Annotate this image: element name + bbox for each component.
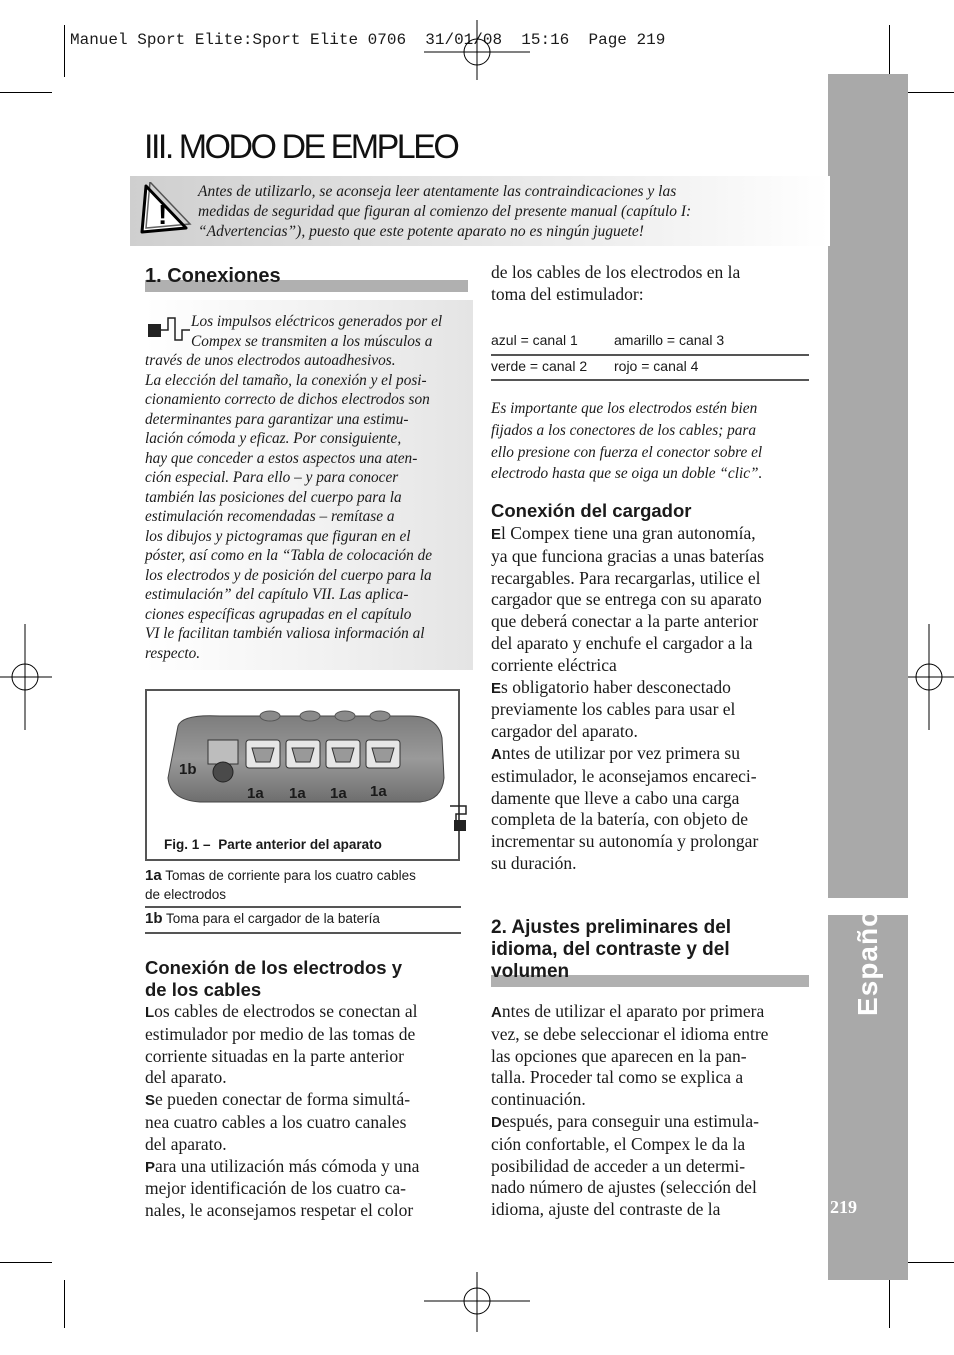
- table-cell: amarillo = canal 3: [614, 332, 725, 348]
- figure-label-1a: 1a: [330, 785, 347, 802]
- body-line: que deberá conectar a la parte anterior: [491, 611, 759, 632]
- body-line: las opciones que aparecen en la pan-: [491, 1045, 747, 1066]
- legend-divider: [145, 932, 461, 934]
- legend-text: de electrodos: [145, 887, 227, 902]
- note-line: ello presione con fuerza el conector sobre el: [491, 443, 763, 461]
- body-line: toma del estimulador:: [491, 283, 644, 304]
- electrode-note: [491, 398, 811, 485]
- color-table-row-2: [491, 358, 809, 380]
- body-line: cargador del aparato.: [491, 721, 638, 742]
- language-sidebar: [828, 74, 908, 1280]
- body-line: completa de la batería, con objeto de: [491, 809, 749, 830]
- body-line: Antes de utilizar por vez primera su: [491, 742, 740, 763]
- legend-key: 1b: [145, 910, 163, 927]
- table-divider: [491, 379, 809, 381]
- heading-line: Conexión de los electrodos y: [145, 957, 403, 978]
- print-header: Manuel Sport Elite:Sport Elite 0706 31/01/08 15:16 Page 219: [70, 31, 666, 49]
- body-line: talla. Proceder tal como se explica a: [491, 1067, 744, 1088]
- body-line: mejor identificación de los cuatro ca-: [145, 1178, 406, 1199]
- charger-body: [491, 523, 813, 875]
- body-line: recargables. Para recargarlas, utilice el: [491, 567, 761, 588]
- heading-line: 2. Ajustes preliminares del: [491, 917, 732, 938]
- intro-line: ción especial. Para ello – y para conocer: [145, 469, 399, 486]
- heading-line: de los cables: [145, 979, 262, 1000]
- intro-line: los dibujos y pictogramas que figuran en el: [145, 527, 411, 545]
- body-line: idioma, ajuste del contraste de la: [491, 1199, 721, 1220]
- registration-mark-top: [424, 20, 530, 80]
- body-line: nales, le aconsejamos respetar el color: [145, 1200, 414, 1221]
- body-line: Los cables de electrodos se conectan al: [145, 1001, 418, 1021]
- intro-line: hay que conceder a estos aspectos una aten-: [145, 449, 418, 467]
- body-line: Se pueden conectar de forma simultá-: [145, 1089, 411, 1110]
- table-cell: rojo = canal 4: [614, 358, 699, 374]
- body-line: vez, se debe seleccionar el idioma entre: [491, 1023, 769, 1044]
- intro-line: Compex se transmiten a los músculos a: [191, 332, 433, 350]
- note-line: electrodo hasta que se oiga un doble “clic”.: [491, 465, 763, 483]
- note-line: Es importante que los electrodos estén bien: [491, 400, 758, 417]
- intro-line: Los impulsos eléctricos generados por el: [191, 313, 443, 330]
- body-line: cargador que se entrega con su aparato: [491, 589, 762, 610]
- body-line: El Compex tiene una gran autonomía,: [491, 523, 756, 543]
- drop-cap: E: [491, 526, 502, 543]
- warning-line: “Advertencias”), puesto que este potente aparato no es ningún juguete!: [198, 223, 644, 240]
- registration-mark-right: [902, 624, 954, 730]
- warning-triangle-icon: [136, 182, 192, 238]
- figure-label-1a: 1a: [247, 785, 264, 802]
- drop-cap: E: [491, 679, 502, 697]
- legend-line: [145, 866, 463, 885]
- body-line: nea cuatro cables a los cuatro canales: [145, 1111, 407, 1132]
- body-line: Para una utilización más cómoda y una: [145, 1155, 420, 1176]
- body-line: damente que lleve a cabo una carga: [491, 787, 740, 808]
- body-line: estimulador por medio de las tomas de: [145, 1023, 416, 1044]
- legend-divider: [145, 906, 461, 908]
- section2-heading: [491, 917, 811, 983]
- body-line: ya que funciona gracias a unas baterías: [491, 545, 765, 566]
- body-line: nado número de ajustes (selección del: [491, 1177, 757, 1198]
- table-cell: azul = canal 1: [491, 332, 578, 348]
- intro-line: póster, así como en la “Tabla de colocación de: [145, 547, 433, 564]
- body-line: posibilidad de acceder a un determi-: [491, 1155, 746, 1176]
- intro-line: cionamiento correcto de dichos electrodos son: [145, 391, 430, 408]
- pulse-signal-icon: [448, 804, 470, 834]
- figure-caption-prefix: Fig. 1 –: [164, 837, 211, 852]
- drop-cap: A: [491, 745, 502, 763]
- electrodes-heading: [145, 957, 465, 1001]
- intro-line: través de unos electrodos autoadhesivos.: [145, 352, 396, 369]
- warning-line: Antes de utilizarlo, se aconseja leer atentamente las contraindicaciones y las: [198, 183, 677, 200]
- table-cell: verde = canal 2: [491, 358, 588, 374]
- figure-label-1b: 1b: [179, 761, 197, 778]
- legend-text: Toma para el cargador de la batería: [166, 911, 380, 926]
- table-row: [491, 332, 809, 354]
- charger-heading: Conexión del cargador: [491, 500, 692, 521]
- body-line: Después, para conseguir una estimula-: [491, 1110, 759, 1131]
- section2-body: [491, 1001, 813, 1221]
- svg-text:!: !: [158, 199, 168, 230]
- intro-line: La elección del tamaño, la conexión y el posi-: [145, 371, 427, 389]
- drop-cap: L: [145, 1004, 155, 1021]
- figure-caption: [164, 837, 382, 852]
- intro-line: ciones específicas agrupadas en el capítulo: [145, 605, 412, 623]
- body-line: continuación.: [491, 1089, 586, 1110]
- figure-legend-1b: [145, 909, 463, 928]
- figure-label-1a: 1a: [370, 783, 387, 800]
- intro-line: determinantes para garantizar una estimu-: [145, 410, 409, 428]
- electrodes-body: [145, 1001, 470, 1222]
- warning-text: [198, 182, 798, 242]
- intro-line: estimulación” del capítulo VII. Las aplica-: [145, 586, 409, 603]
- drop-cap: P: [145, 1158, 156, 1176]
- intro-line: también las posiciones del cuerpo para la: [145, 488, 402, 506]
- registration-mark-bottom: [424, 1272, 530, 1332]
- table-divider: [491, 354, 809, 356]
- intro-line: los electrodos y de posición del cuerpo para la: [145, 566, 432, 584]
- page-title: III. MODO DE EMPLEO: [144, 128, 458, 166]
- intro-line: estimulación recomendadas – remítase a: [145, 508, 395, 525]
- section1-italic-intro: [145, 312, 470, 663]
- color-table: [491, 332, 809, 354]
- body-line: corriente eléctrica: [491, 654, 617, 675]
- note-line: fijados a los conectores de los cables; para: [491, 421, 756, 439]
- legend-key: 1a: [145, 867, 162, 884]
- page-number: 219: [830, 1197, 857, 1217]
- drop-cap: D: [491, 1113, 502, 1131]
- intro-line: respecto.: [145, 644, 201, 662]
- body-line: previamente los cables para usar el: [491, 699, 736, 720]
- warning-line: medidas de seguridad que figuran al comienzo del presente manual (capítulo I:: [198, 203, 692, 220]
- body-line: de los cables de los electrodos en la: [491, 262, 741, 282]
- body-line: su duración.: [491, 852, 577, 873]
- figure-legend-1a: [145, 866, 463, 904]
- body-line: del aparato.: [145, 1133, 227, 1154]
- color-intro: [491, 262, 811, 306]
- legend-text: Tomas de corriente para los cuatro cables: [165, 868, 416, 883]
- table-row: [491, 358, 809, 380]
- intro-line: VI le facilitan también valiosa información al: [145, 625, 425, 642]
- body-line: incrementar su autonomía y prolongar: [491, 831, 759, 852]
- body-line: estimulador, le aconsejamos encareci-: [491, 765, 757, 786]
- heading-line: idioma, del contraste y del: [491, 939, 730, 960]
- body-line: Es obligatorio haber desconectado: [491, 676, 731, 697]
- intro-line: lación cómoda y eficaz. Por consiguiente,: [145, 430, 402, 447]
- figure-label-1a: 1a: [289, 785, 306, 802]
- figure-caption-text: Parte anterior del aparato: [218, 837, 382, 852]
- body-line: ción confortable, el Compex le da la: [491, 1133, 746, 1154]
- registration-mark-left: [0, 624, 52, 730]
- body-line: corriente situadas en la parte anterior: [145, 1045, 404, 1066]
- drop-cap: S: [145, 1092, 156, 1110]
- device-illustration: [160, 708, 450, 838]
- body-line: del aparato y enchufe el cargador a la: [491, 632, 753, 653]
- drop-cap: A: [491, 1004, 502, 1021]
- heading-line: volumen: [491, 961, 570, 982]
- section1-heading: 1. Conexiones: [145, 265, 281, 287]
- body-line: del aparato.: [145, 1067, 227, 1088]
- body-line: Antes de utilizar el aparato por primera: [491, 1001, 765, 1021]
- sidebar-language-label: Español: [852, 900, 883, 1016]
